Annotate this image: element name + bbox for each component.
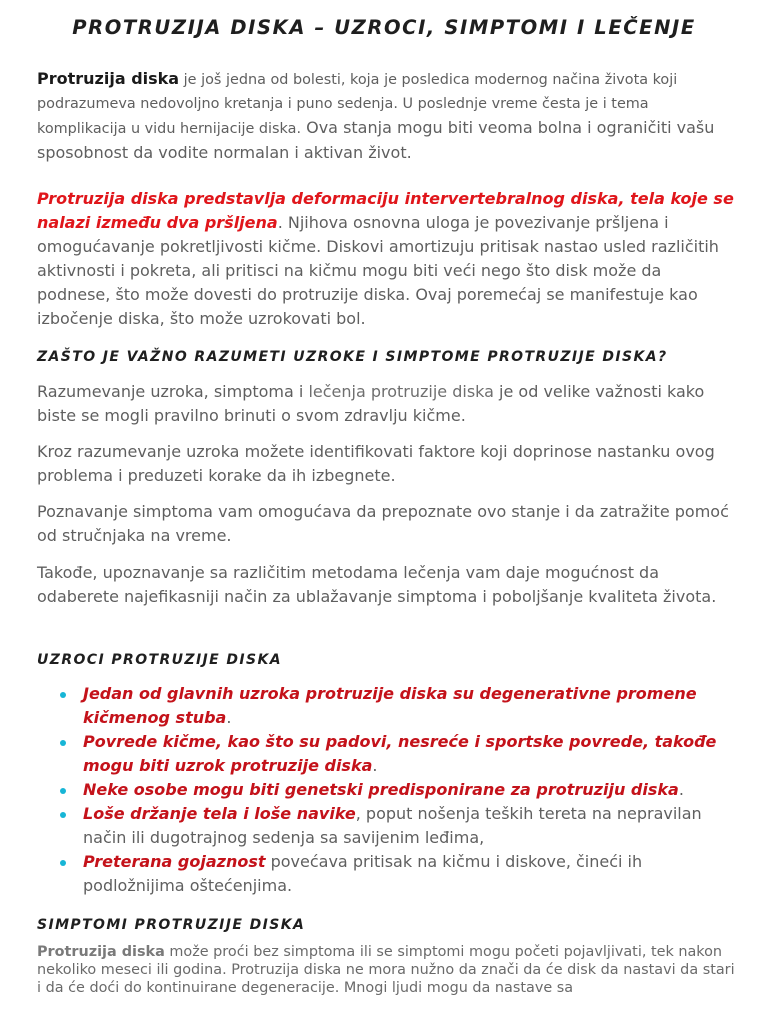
treatment-link[interactable]: lečenja protruzije diska	[308, 382, 494, 401]
cause-rest: .	[372, 756, 378, 775]
list-item	[56, 850, 736, 898]
intro-lead: Protruzija diska	[37, 69, 180, 88]
cause-bold: Preterana gojaznost	[83, 852, 266, 871]
why-p1-before: Razumevanje uzroka, simptoma i	[37, 382, 309, 401]
why-paragraph-1	[37, 380, 737, 428]
bullet-icon	[60, 812, 66, 818]
section-heading-why: ZAŠTO JE VAŽNO RAZUMETI UZROKE I SIMPTOME PROTRUZIJE DISKA?	[37, 349, 668, 365]
cause-bold: Povrede kičme, kao što su padovi, nesreće i sportske povrede, takođe mogu biti uzrok protruzije diska	[83, 732, 717, 775]
definition-paragraph	[37, 187, 737, 331]
cause-rest: .	[678, 780, 684, 799]
list-item	[56, 802, 736, 850]
bullet-icon	[60, 788, 66, 794]
symptoms-text: može proći bez simptoma ili se simptomi mogu početi pojavljivati, tek nakon nekoliko meseci ili godina. Protruzija diska ne mora nužno da znači da će disk da nastavi da stari i da će doći do kontinuirane degeneracije. Mnogi ljudi mogu da nastave sa	[37, 944, 735, 996]
why-p1-after: je od velike važnosti kako biste se mogli pravilno brinuti o svom zdravlju kičme.	[37, 382, 705, 425]
cause-bold: Neke osobe mogu biti genetski predisponirane za protruziju diska	[83, 780, 679, 799]
bullet-icon	[60, 860, 66, 866]
page-title: PROTRUZIJA DISKA – UZROCI, SIMPTOMI I LEČENJE	[72, 16, 696, 39]
causes-list	[56, 682, 736, 898]
list-item	[56, 778, 736, 802]
why-paragraph-4: Takođe, upoznavanje sa različitim metodama lečenja vam daje mogućnost da odaberete najefikasniji način za ublažavanje simptoma i poboljšanje kvaliteta života.	[37, 563, 717, 606]
cause-bold: Jedan od glavnih uzroka protruzije diska su degenerativne promene kičmenog stuba	[83, 684, 697, 727]
why-paragraph-3: Poznavanje simptoma vam omogućava da prepoznate ovo stanje i da zatražite pomoć od stručnjaka na vreme.	[37, 502, 729, 545]
list-item	[56, 730, 736, 778]
bullet-icon	[60, 740, 66, 746]
cause-bold: Loše držanje tela i loše navike	[83, 804, 356, 823]
definition-highlight: Protruzija diska predstavlja deformaciju intervertebralnog diska, tela koje se nalazi između dva pršljena	[37, 189, 734, 232]
intro-paragraph	[37, 67, 737, 165]
symptoms-paragraph	[37, 943, 737, 997]
section-heading-symptoms: SIMPTOMI PROTRUZIJE DISKA	[37, 917, 306, 933]
section-heading-causes: UZROCI PROTRUZIJE DISKA	[37, 652, 283, 668]
symptoms-lead: Protruzija diska	[37, 944, 165, 960]
cause-rest: povećava pritisak na kičmu i diskove, čineći ih podložnijima oštećenjima.	[83, 852, 643, 895]
bullet-icon	[60, 692, 66, 698]
intro-text-small: je još jedna od bolesti, koja je posledica modernog načina života koji podrazumeva nedovoljno kretanja i puno sedenja. U poslednje vreme česta je i tema komplikacija u vidu hernijacije diska.	[37, 72, 678, 137]
intro-text: Ova stanja mogu biti veoma bolna i ograničiti vašu sposobnost da vodite normalan i aktivan život.	[37, 118, 715, 162]
cause-rest: .	[226, 708, 232, 727]
definition-text: . Njihova osnovna uloga je povezivanje pršljena i omogućavanje pokretljivosti kičme. Diskovi amortizuju pritisak nastao usled različitih aktivnosti i pokreta, ali pritisci na kičmu mogu biti veći nego što disk može da podnese, što može dovesti do protruzije diska. Ovaj poremećaj se manifestuje kao izbočenje diska, što može uzrokovati bol.	[37, 213, 719, 328]
why-paragraph-2: Kroz razumevanje uzroka možete identifikovati faktore koji doprinose nastanku ovog problema i preduzeti korake da ih izbegnete.	[37, 442, 715, 485]
cause-rest: , poput nošenja teških tereta na nepravilan način ili dugotrajnog sedenja sa savijenim leđima,	[83, 804, 702, 847]
list-item	[56, 682, 736, 730]
